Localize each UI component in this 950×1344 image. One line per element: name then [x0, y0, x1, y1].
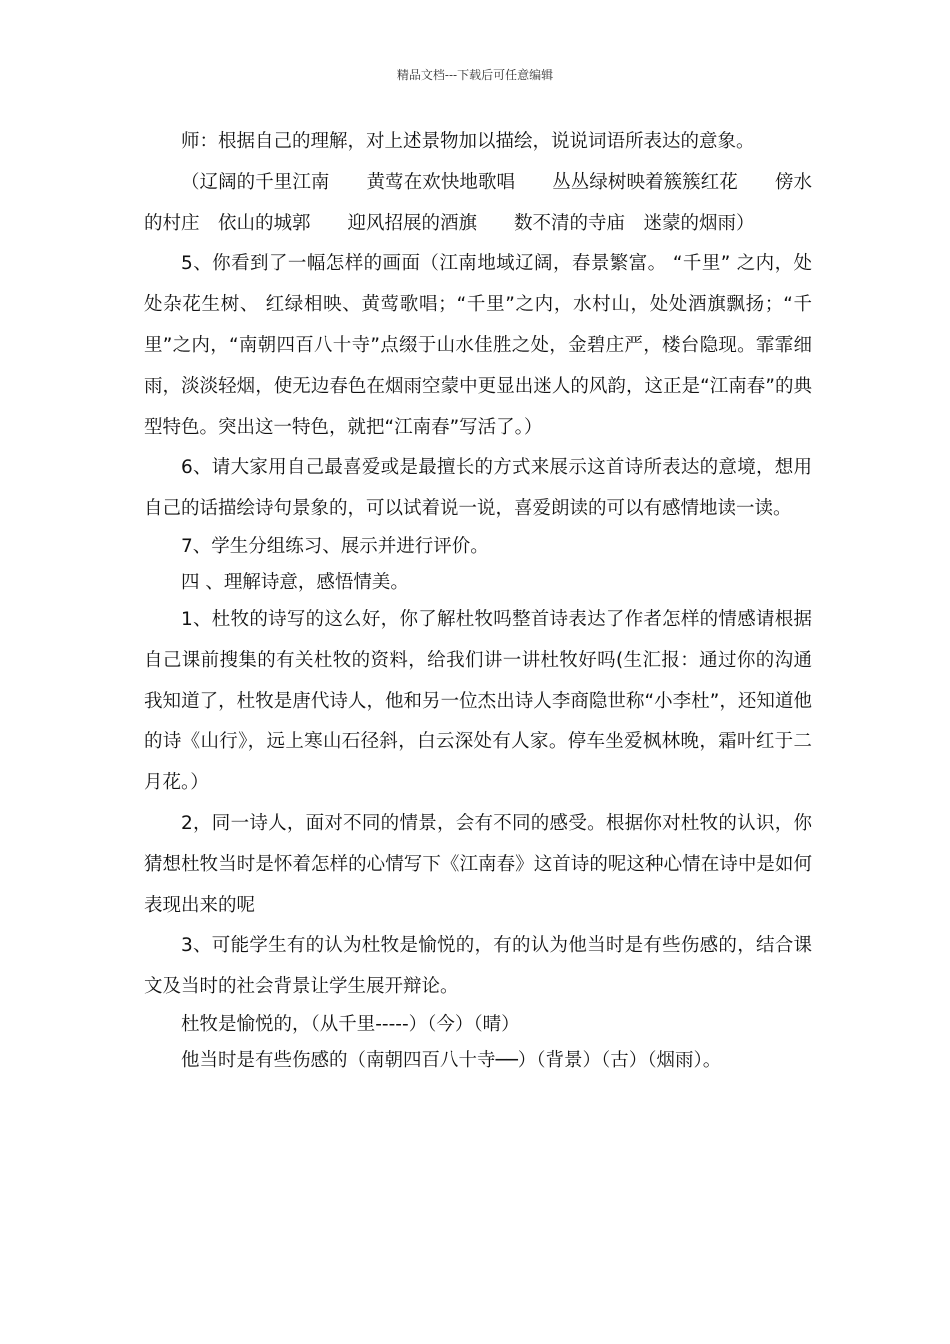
paragraph-item-2: 2，同一诗人，面对不同的情景，会有不同的感受。根据你对杜牧的认识，你猜想杜牧当时是怀着怎样的心情写下《江南春》这首诗的呢这种心情在诗中是如何表现出来的呢	[144, 812, 812, 916]
paragraph-step-5: 5、你看到了一幅怎样的画面（江南地域辽阔，春景繁富。 “千里” 之内，处处杂花生树、 红绿相映、黄莺歌唱；“千里”之内，水村山，处处酒旗飘扬；“千里”之内，“南朝四百八十寺”点缀于山水佳胜之处，金碧庄严，楼台隐现。霏霏细雨，淡淡轻烟，使无边春色在烟雨空蒙中更显出迷人的风韵，这正是“江南春”的典型特色。突出这一特色，就把“江南春”写活了。）	[144, 253, 812, 438]
paragraph-item-3: 3、可能学生有的认为杜牧是愉悦的，有的认为他当时是有些伤感的，结合课文及当时的社会背景让学生展开辩论。	[144, 935, 812, 998]
paragraph-view-sad: 他当时是有些伤感的（南朝四百八十寺──）（背景）（古）（烟雨）。	[181, 1049, 722, 1071]
paragraph-teacher-prompt: 师：根据自己的理解，对上述景物加以描绘，说说词语所表达的意象。	[181, 131, 755, 152]
paragraph-step-6: 6、请大家用自己最喜爱或是最擅长的方式来展示这首诗所表达的意境，想用自己的话描绘诗句景象的，可以试着说一说，喜爱朗读的可以有感情地读一读。	[144, 457, 812, 520]
paragraph-step-7: 7、学生分组练习、展示并进行评价。	[181, 535, 489, 557]
section-heading-4: 四 、理解诗意，感悟情美。	[181, 571, 409, 593]
document-header-watermark: 精品文档---下载后可任意编辑	[396, 68, 554, 82]
paragraph-imagery-list: （辽阔的千里江南 黄莺在欢快地歌唱 丛丛绿树映着簇簇红花 傍水的村庄 依山的城郭 迎风招展的酒旗 数不清的寺庙 迷蒙的烟雨）	[144, 171, 812, 234]
paragraph-item-1: 1、杜牧的诗写的这么好，你了解杜牧吗整首诗表达了作者怎样的情感请根据自己课前搜集的有关杜牧的资料，给我们讲一讲杜牧好吗(生汇报：通过你的沟通我知道了，杜牧是唐代诗人，他和另一位杰出诗人李商隐世称“小李杜”，还知道他的诗《山行》，远上寒山石径斜，白云深处有人家。停车坐爱枫林晚，霜叶红于二月花。）	[144, 608, 812, 794]
paragraph-view-joyful: 杜牧是愉悦的，（从千里-----）（今）（晴）	[181, 1013, 520, 1035]
document-body	[144, 122, 812, 1078]
